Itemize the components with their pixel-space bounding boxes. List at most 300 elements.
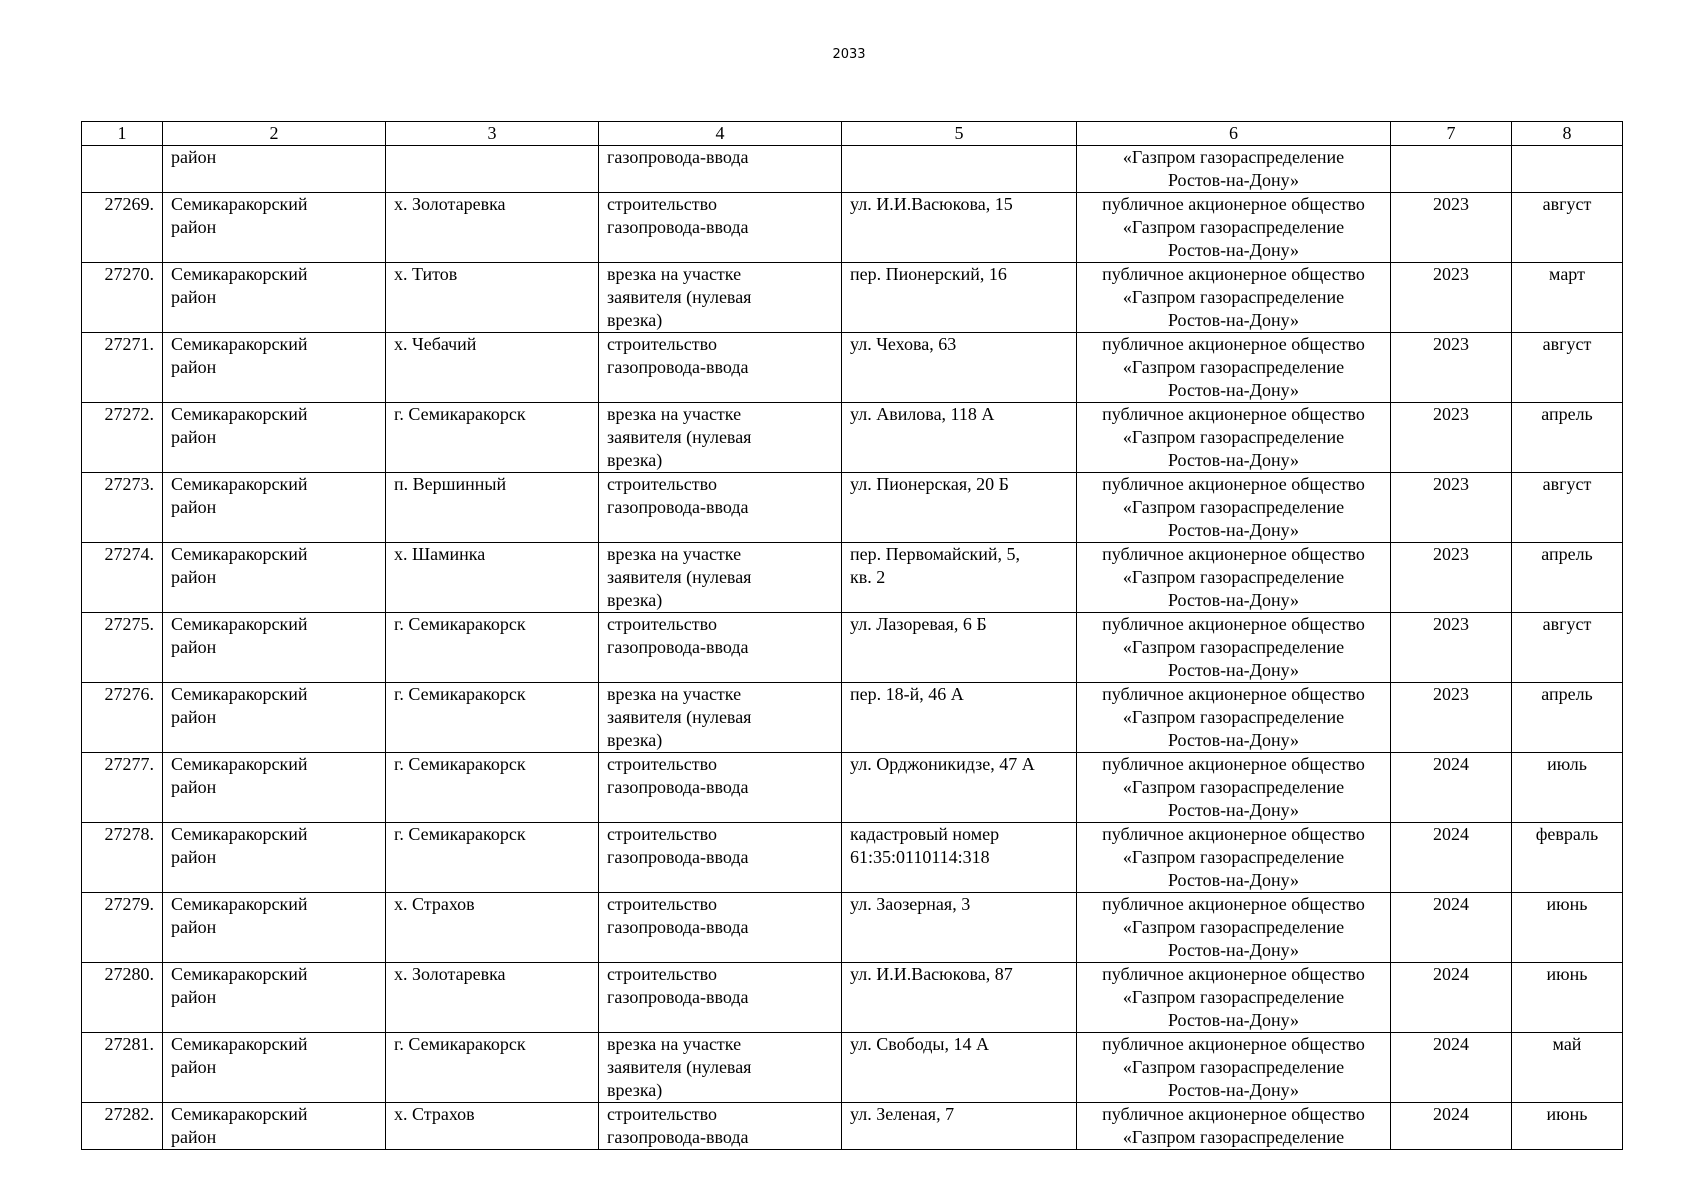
cell-year bbox=[1391, 963, 1512, 1033]
cell-address bbox=[842, 403, 1077, 473]
cell-line: «Газпром газораспределение bbox=[1122, 567, 1345, 587]
cell-text: 27280. bbox=[104, 964, 154, 984]
cell-line: заявителя (нулевая bbox=[607, 427, 752, 447]
table-row bbox=[82, 753, 1623, 823]
cell-line: строительство bbox=[607, 824, 717, 844]
cell-text: 2023 bbox=[1433, 544, 1469, 564]
cell-district bbox=[163, 1033, 386, 1103]
cell-work-type bbox=[599, 613, 842, 683]
cell-address bbox=[842, 333, 1077, 403]
cell-year bbox=[1391, 146, 1512, 193]
cell-line: газопровода-ввода bbox=[607, 497, 749, 517]
cell-line: строительство bbox=[607, 194, 717, 214]
cell-line: район bbox=[171, 497, 217, 517]
cell-text: 2023 bbox=[1433, 474, 1469, 494]
cell-line: врезка) bbox=[607, 590, 663, 610]
cell-line: строительство bbox=[607, 964, 717, 984]
cell-organization bbox=[1077, 1033, 1391, 1103]
cell-line: Семикаракорский bbox=[171, 194, 308, 214]
cell-line: публичное акционерное общество bbox=[1102, 684, 1365, 704]
cell-organization bbox=[1077, 613, 1391, 683]
cell-organization bbox=[1077, 193, 1391, 263]
cell-line: район bbox=[171, 707, 217, 727]
cell-district bbox=[163, 893, 386, 963]
cell-locality bbox=[386, 403, 599, 473]
cell-line: публичное акционерное общество bbox=[1102, 334, 1365, 354]
cell-locality bbox=[386, 683, 599, 753]
cell-text: 27278. bbox=[104, 824, 154, 844]
cell-line: «Газпром газораспределение bbox=[1122, 357, 1345, 377]
cell-text: г. Семикаракорск bbox=[394, 754, 526, 774]
cell-line: Ростов-на-Дону» bbox=[1167, 730, 1300, 750]
cell-line: «Газпром газораспределение bbox=[1122, 637, 1345, 657]
cell-line: Семикаракорский bbox=[171, 614, 308, 634]
cell-month bbox=[1512, 333, 1623, 403]
cell-month bbox=[1512, 403, 1623, 473]
cell-address bbox=[842, 473, 1077, 543]
cell-month bbox=[1512, 613, 1623, 683]
cell-district bbox=[163, 473, 386, 543]
page-number: 2033 bbox=[832, 47, 866, 62]
cell-locality bbox=[386, 146, 599, 193]
cell-address bbox=[842, 1103, 1077, 1150]
cell-text: июнь bbox=[1546, 1104, 1588, 1124]
cell-text: 2024 bbox=[1433, 1104, 1469, 1124]
cell-line: район bbox=[171, 147, 217, 167]
cell-number bbox=[82, 333, 163, 403]
column-header: 7 bbox=[1391, 122, 1512, 146]
cell-text: х. Страхов bbox=[394, 894, 475, 914]
cell-line: Ростов-на-Дону» bbox=[1167, 1010, 1300, 1030]
cell-district bbox=[163, 263, 386, 333]
cell-work-type bbox=[599, 893, 842, 963]
cell-line: Ростов-на-Дону» bbox=[1167, 800, 1300, 820]
cell-line: Ростов-на-Дону» bbox=[1167, 590, 1300, 610]
cell-text: 2023 bbox=[1433, 194, 1469, 214]
cell-line: район bbox=[171, 1057, 217, 1077]
cell-text: 27270. bbox=[104, 264, 154, 284]
cell-text: 27272. bbox=[104, 404, 154, 424]
cell-line: кадастровый номер bbox=[850, 824, 1000, 844]
cell-line: район bbox=[171, 987, 217, 1007]
cell-line: кв. 2 bbox=[850, 567, 886, 587]
cell-locality bbox=[386, 893, 599, 963]
cell-district bbox=[163, 333, 386, 403]
cell-line: газопровода-ввода bbox=[607, 637, 749, 657]
cell-text: 2024 bbox=[1433, 824, 1469, 844]
cell-address bbox=[842, 193, 1077, 263]
cell-text: июнь bbox=[1546, 964, 1588, 984]
cell-year bbox=[1391, 613, 1512, 683]
cell-number bbox=[82, 193, 163, 263]
cell-locality bbox=[386, 263, 599, 333]
cell-text: 2023 bbox=[1433, 614, 1469, 634]
cell-address bbox=[842, 893, 1077, 963]
cell-line: строительство bbox=[607, 1104, 717, 1124]
cell-text: г. Семикаракорск bbox=[394, 684, 526, 704]
cell-line: ул. И.И.Васюкова, 15 bbox=[850, 194, 1013, 214]
column-header: 3 bbox=[386, 122, 599, 146]
cell-locality bbox=[386, 963, 599, 1033]
cell-line: «Газпром газораспределение bbox=[1122, 217, 1345, 237]
cell-line: ул. Заозерная, 3 bbox=[850, 894, 971, 914]
table-row bbox=[82, 543, 1623, 613]
cell-line: Семикаракорский bbox=[171, 754, 308, 774]
cell-text: 27274. bbox=[104, 544, 154, 564]
cell-line: район bbox=[171, 637, 217, 657]
cell-line: Семикаракорский bbox=[171, 404, 308, 424]
cell-text: 2024 bbox=[1433, 964, 1469, 984]
cell-text: июнь bbox=[1546, 894, 1588, 914]
cell-line: ул. Авилова, 118 А bbox=[850, 404, 995, 424]
cell-month bbox=[1512, 473, 1623, 543]
cell-number bbox=[82, 543, 163, 613]
cell-address bbox=[842, 543, 1077, 613]
cell-line: Семикаракорский bbox=[171, 334, 308, 354]
cell-line: «Газпром газораспределение bbox=[1122, 707, 1345, 727]
column-header: 6 bbox=[1077, 122, 1391, 146]
cell-line: газопровода-ввода bbox=[607, 1127, 749, 1147]
cell-text: май bbox=[1552, 1034, 1582, 1054]
cell-year bbox=[1391, 683, 1512, 753]
cell-year bbox=[1391, 893, 1512, 963]
cell-line: район bbox=[171, 567, 217, 587]
cell-line: «Газпром газораспределение bbox=[1122, 497, 1345, 517]
cell-line: Ростов-на-Дону» bbox=[1167, 940, 1300, 960]
cell-text: апрель bbox=[1541, 684, 1593, 704]
cell-line: ул. Орджоникидзе, 47 А bbox=[850, 754, 1035, 774]
cell-line: район bbox=[171, 357, 217, 377]
cell-work-type bbox=[599, 543, 842, 613]
cell-line: газопровода-ввода bbox=[607, 217, 749, 237]
cell-line: Семикаракорский bbox=[171, 684, 308, 704]
cell-line: район bbox=[171, 427, 217, 447]
cell-line: Ростов-на-Дону» bbox=[1167, 310, 1300, 330]
cell-locality bbox=[386, 543, 599, 613]
cell-address bbox=[842, 146, 1077, 193]
cell-line: строительство bbox=[607, 614, 717, 634]
cell-work-type bbox=[599, 963, 842, 1033]
cell-district bbox=[163, 146, 386, 193]
cell-district bbox=[163, 613, 386, 683]
cell-text: 27269. bbox=[104, 194, 154, 214]
cell-text: август bbox=[1542, 614, 1592, 634]
cell-line: «Газпром газораспределение bbox=[1122, 147, 1345, 167]
column-header: 1 bbox=[82, 122, 163, 146]
cell-month bbox=[1512, 683, 1623, 753]
cell-line: Ростов-на-Дону» bbox=[1167, 870, 1300, 890]
cell-district bbox=[163, 963, 386, 1033]
cell-work-type bbox=[599, 193, 842, 263]
cell-district bbox=[163, 1103, 386, 1150]
cell-text: август bbox=[1542, 334, 1592, 354]
cell-number bbox=[82, 963, 163, 1033]
column-header: 8 bbox=[1512, 122, 1623, 146]
cell-text: февраль bbox=[1535, 824, 1599, 844]
cell-line: район bbox=[171, 847, 217, 867]
cell-line: врезка на участке bbox=[607, 684, 742, 704]
cell-line: публичное акционерное общество bbox=[1102, 474, 1365, 494]
cell-locality bbox=[386, 333, 599, 403]
gasification-table bbox=[81, 121, 1623, 1150]
cell-text: апрель bbox=[1541, 404, 1593, 424]
cell-text: 2023 bbox=[1433, 404, 1469, 424]
cell-work-type bbox=[599, 683, 842, 753]
cell-line: 61:35:0110114:318 bbox=[850, 847, 990, 867]
cell-text: 27271. bbox=[104, 334, 154, 354]
cell-number bbox=[82, 473, 163, 543]
cell-text: г. Семикаракорск bbox=[394, 824, 526, 844]
cell-district bbox=[163, 753, 386, 823]
cell-month bbox=[1512, 963, 1623, 1033]
table-row bbox=[82, 193, 1623, 263]
cell-work-type bbox=[599, 823, 842, 893]
table-row bbox=[82, 1103, 1623, 1150]
cell-line: ул. Чехова, 63 bbox=[850, 334, 957, 354]
cell-organization bbox=[1077, 753, 1391, 823]
cell-number bbox=[82, 146, 163, 193]
cell-text: х. Титов bbox=[394, 264, 458, 284]
cell-line: публичное акционерное общество bbox=[1102, 194, 1365, 214]
cell-line: Семикаракорский bbox=[171, 264, 308, 284]
cell-month bbox=[1512, 753, 1623, 823]
cell-work-type bbox=[599, 403, 842, 473]
cell-line: заявителя (нулевая bbox=[607, 707, 752, 727]
cell-line: газопровода-ввода bbox=[607, 357, 749, 377]
cell-line: Семикаракорский bbox=[171, 474, 308, 494]
cell-text: 27281. bbox=[104, 1034, 154, 1054]
cell-line: публичное акционерное общество bbox=[1102, 1104, 1365, 1124]
cell-number bbox=[82, 613, 163, 683]
column-header: 5 bbox=[842, 122, 1077, 146]
cell-year bbox=[1391, 473, 1512, 543]
cell-line: заявителя (нулевая bbox=[607, 287, 752, 307]
cell-text: апрель bbox=[1541, 544, 1593, 564]
cell-month bbox=[1512, 1033, 1623, 1103]
cell-text: 2023 bbox=[1433, 334, 1469, 354]
table-row bbox=[82, 403, 1623, 473]
cell-line: Семикаракорский bbox=[171, 964, 308, 984]
cell-district bbox=[163, 543, 386, 613]
cell-text: август bbox=[1542, 474, 1592, 494]
cell-text: х. Страхов bbox=[394, 1104, 475, 1124]
cell-line: строительство bbox=[607, 894, 717, 914]
cell-line: публичное акционерное общество bbox=[1102, 754, 1365, 774]
cell-line: район bbox=[171, 287, 217, 307]
cell-line: Семикаракорский bbox=[171, 1034, 308, 1054]
cell-organization bbox=[1077, 403, 1391, 473]
cell-work-type bbox=[599, 753, 842, 823]
cell-organization bbox=[1077, 1103, 1391, 1150]
table-row bbox=[82, 333, 1623, 403]
cell-line: строительство bbox=[607, 474, 717, 494]
cell-month bbox=[1512, 193, 1623, 263]
cell-line: газопровода-ввода bbox=[607, 147, 749, 167]
cell-text: г. Семикаракорск bbox=[394, 1034, 526, 1054]
cell-line: Семикаракорский bbox=[171, 894, 308, 914]
cell-locality bbox=[386, 613, 599, 683]
cell-line: публичное акционерное общество bbox=[1102, 964, 1365, 984]
cell-line: строительство bbox=[607, 334, 717, 354]
cell-line: «Газпром газораспределение bbox=[1122, 287, 1345, 307]
cell-line: публичное акционерное общество bbox=[1102, 614, 1365, 634]
cell-line: публичное акционерное общество bbox=[1102, 264, 1365, 284]
column-header: 4 bbox=[599, 122, 842, 146]
cell-line: газопровода-ввода bbox=[607, 917, 749, 937]
table-row bbox=[82, 823, 1623, 893]
cell-locality bbox=[386, 1103, 599, 1150]
cell-work-type bbox=[599, 263, 842, 333]
cell-line: публичное акционерное общество bbox=[1102, 404, 1365, 424]
cell-line: строительство bbox=[607, 754, 717, 774]
cell-text: август bbox=[1542, 194, 1592, 214]
cell-text: 27279. bbox=[104, 894, 154, 914]
cell-text: г. Семикаракорск bbox=[394, 404, 526, 424]
cell-month bbox=[1512, 893, 1623, 963]
cell-line: ул. Свободы, 14 А bbox=[850, 1034, 989, 1054]
cell-line: район bbox=[171, 777, 217, 797]
cell-line: публичное акционерное общество bbox=[1102, 894, 1365, 914]
cell-organization bbox=[1077, 263, 1391, 333]
cell-line: Ростов-на-Дону» bbox=[1167, 380, 1300, 400]
header-row bbox=[82, 122, 1623, 146]
cell-locality bbox=[386, 473, 599, 543]
cell-line: Ростов-на-Дону» bbox=[1167, 170, 1300, 190]
cell-year bbox=[1391, 1103, 1512, 1150]
cell-line: Семикаракорский bbox=[171, 824, 308, 844]
cell-line: газопровода-ввода bbox=[607, 987, 749, 1007]
table-row bbox=[82, 263, 1623, 333]
cell-address bbox=[842, 683, 1077, 753]
cell-year bbox=[1391, 753, 1512, 823]
cell-line: пер. 18-й, 46 А bbox=[850, 684, 964, 704]
cell-line: Семикаракорский bbox=[171, 544, 308, 564]
cell-month bbox=[1512, 146, 1623, 193]
cell-text: г. Семикаракорск bbox=[394, 614, 526, 634]
cell-district bbox=[163, 823, 386, 893]
cell-line: «Газпром газораспределение bbox=[1122, 1127, 1345, 1147]
cell-address bbox=[842, 263, 1077, 333]
cell-organization bbox=[1077, 823, 1391, 893]
cell-district bbox=[163, 403, 386, 473]
cell-line: Ростов-на-Дону» bbox=[1167, 1080, 1300, 1100]
cell-line: район bbox=[171, 1127, 217, 1147]
cell-locality bbox=[386, 753, 599, 823]
cell-month bbox=[1512, 263, 1623, 333]
cell-line: врезка) bbox=[607, 730, 663, 750]
cell-line: «Газпром газораспределение bbox=[1122, 427, 1345, 447]
cell-line: «Газпром газораспределение bbox=[1122, 1057, 1345, 1077]
cell-line: публичное акционерное общество bbox=[1102, 824, 1365, 844]
cell-line: Ростов-на-Дону» bbox=[1167, 520, 1300, 540]
cell-line: пер. Первомайский, 5, bbox=[850, 544, 1021, 564]
cell-line: врезка) bbox=[607, 450, 663, 470]
cell-line: публичное акционерное общество bbox=[1102, 1034, 1365, 1054]
cell-organization bbox=[1077, 543, 1391, 613]
cell-organization bbox=[1077, 473, 1391, 543]
column-header: 2 bbox=[163, 122, 386, 146]
cell-district bbox=[163, 193, 386, 263]
table-row bbox=[82, 963, 1623, 1033]
cell-line: Ростов-на-Дону» bbox=[1167, 450, 1300, 470]
cell-text: х. Золотаревка bbox=[394, 194, 506, 214]
cell-line: пер. Пионерский, 16 bbox=[850, 264, 1007, 284]
cell-work-type bbox=[599, 1033, 842, 1103]
cell-number bbox=[82, 403, 163, 473]
cell-text: 2024 bbox=[1433, 894, 1469, 914]
cell-text: 27276. bbox=[104, 684, 154, 704]
cell-text: х. Чебачий bbox=[394, 334, 477, 354]
cell-locality bbox=[386, 823, 599, 893]
cell-line: врезка на участке bbox=[607, 264, 742, 284]
cell-number bbox=[82, 823, 163, 893]
cell-year bbox=[1391, 543, 1512, 613]
cell-month bbox=[1512, 823, 1623, 893]
cell-line: Семикаракорский bbox=[171, 1104, 308, 1124]
cell-year bbox=[1391, 823, 1512, 893]
continuation-row bbox=[82, 146, 1623, 193]
cell-locality bbox=[386, 1033, 599, 1103]
cell-line: район bbox=[171, 917, 217, 937]
cell-line: заявителя (нулевая bbox=[607, 567, 752, 587]
cell-organization bbox=[1077, 683, 1391, 753]
cell-number bbox=[82, 263, 163, 333]
cell-number bbox=[82, 683, 163, 753]
cell-work-type bbox=[599, 333, 842, 403]
cell-text: 2024 bbox=[1433, 1034, 1469, 1054]
cell-work-type bbox=[599, 1103, 842, 1150]
cell-address bbox=[842, 963, 1077, 1033]
cell-year bbox=[1391, 403, 1512, 473]
cell-text: 2023 bbox=[1433, 264, 1469, 284]
cell-line: «Газпром газораспределение bbox=[1122, 777, 1345, 797]
cell-line: «Газпром газораспределение bbox=[1122, 987, 1345, 1007]
cell-number bbox=[82, 753, 163, 823]
cell-number bbox=[82, 1033, 163, 1103]
cell-text: 27277. bbox=[104, 754, 154, 774]
cell-line: врезка) bbox=[607, 310, 663, 330]
table-row bbox=[82, 893, 1623, 963]
cell-line: врезка на участке bbox=[607, 544, 742, 564]
cell-organization bbox=[1077, 146, 1391, 193]
cell-work-type bbox=[599, 473, 842, 543]
cell-year bbox=[1391, 193, 1512, 263]
cell-year bbox=[1391, 263, 1512, 333]
table-row bbox=[82, 473, 1623, 543]
cell-text: 27282. bbox=[104, 1104, 154, 1124]
table-row bbox=[82, 683, 1623, 753]
cell-line: Ростов-на-Дону» bbox=[1167, 660, 1300, 680]
cell-address bbox=[842, 613, 1077, 683]
cell-month bbox=[1512, 543, 1623, 613]
cell-work-type bbox=[599, 146, 842, 193]
cell-text: 2024 bbox=[1433, 754, 1469, 774]
cell-text: июль bbox=[1547, 754, 1587, 774]
cell-line: врезка) bbox=[607, 1080, 663, 1100]
cell-number bbox=[82, 1103, 163, 1150]
cell-organization bbox=[1077, 963, 1391, 1033]
cell-organization bbox=[1077, 893, 1391, 963]
cell-line: врезка на участке bbox=[607, 1034, 742, 1054]
cell-line: газопровода-ввода bbox=[607, 777, 749, 797]
cell-line: Ростов-на-Дону» bbox=[1167, 240, 1300, 260]
cell-text: х. Шаминка bbox=[394, 544, 486, 564]
cell-text: х. Золотаревка bbox=[394, 964, 506, 984]
cell-text: 2023 bbox=[1433, 684, 1469, 704]
cell-year bbox=[1391, 333, 1512, 403]
cell-line: район bbox=[171, 217, 217, 237]
cell-line: заявителя (нулевая bbox=[607, 1057, 752, 1077]
